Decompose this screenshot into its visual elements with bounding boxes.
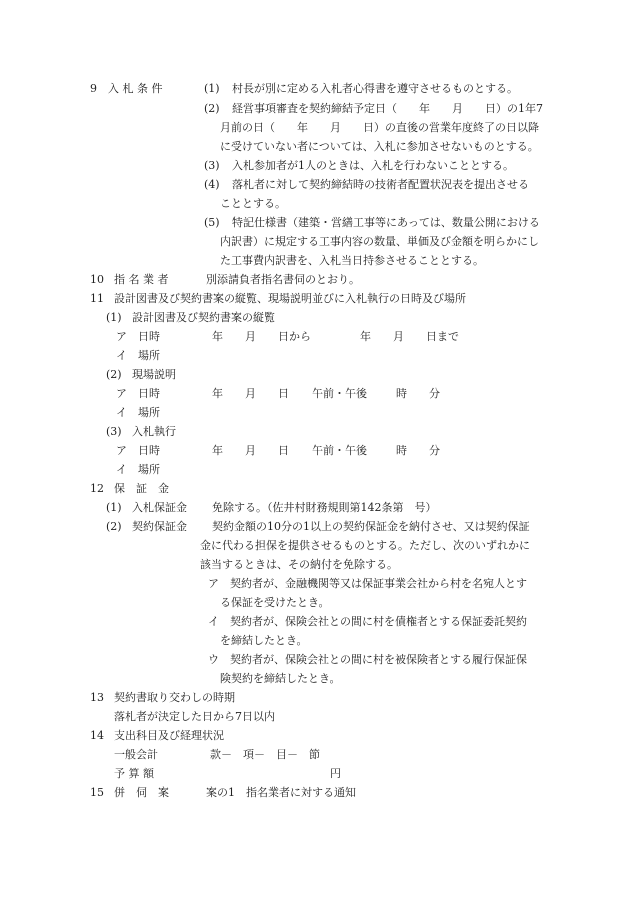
section-11-part-3-title: 入札執行: [132, 425, 176, 438]
section-9-item-4-number: (4): [204, 178, 220, 191]
section-14-account-value: 款－ 項－ 目－ 節: [210, 748, 320, 761]
section-9-title: 入 札 条 件: [108, 82, 163, 95]
section-12-part-1-title: 入札保証金: [132, 501, 187, 514]
section-9-item-2-number: (2): [204, 102, 220, 115]
section-11-part-1-datetime-label: ア 日時: [116, 330, 160, 343]
section-9-item-2-line-2: 月前の日（ 年 月 日）の直後の営業年度終了の日以降: [220, 121, 539, 134]
section-12-case-b-line-2: を締結したとき。: [220, 634, 308, 647]
section-11-part-3-date: 年 月 日: [212, 444, 289, 457]
section-11-part-1-title: 設計図書及び契約書案の縦覧: [132, 311, 275, 324]
section-11-number: 11: [90, 292, 104, 305]
section-9-item-1-text: 村長が別に定める入札者心得書を遵守させるものとする。: [232, 82, 518, 95]
section-12-part-1-number: (1): [106, 501, 122, 514]
section-10-text: 別添請負者指名書伺のとおり。: [206, 273, 360, 286]
section-10-title: 指 名 業 者: [114, 273, 169, 286]
section-9-item-2-line-1: 経営事項審査を契約締結予定日（ 年 月 日）の1年7: [232, 102, 543, 115]
section-11-part-2-title: 現場説明: [132, 368, 176, 381]
section-11-part-2-place-label: イ 場所: [116, 406, 160, 419]
section-14-account-label: 一般会計: [114, 748, 158, 761]
section-15-title: 併 伺 案: [114, 786, 169, 799]
section-9-item-4-line-1: 落札者に対して契約締結時の技術者配置状況表を提出させる: [232, 178, 529, 191]
section-9-number: 9: [90, 82, 97, 95]
section-11-part-3-ampm: 午前・午後: [312, 444, 367, 457]
section-11-part-2-date: 年 月 日: [212, 387, 289, 400]
section-11-part-1-start-date: 年 月 日から: [212, 330, 311, 343]
section-12-title: 保 証 金: [114, 482, 169, 495]
section-12-part-1-text: 免除する。（佐井村財務規則第142条第 号）: [212, 501, 437, 514]
section-11-part-2-datetime-label: ア 日時: [116, 387, 160, 400]
section-11-part-1-number: (1): [106, 311, 122, 324]
section-11-part-2-ampm: 午前・午後: [312, 387, 367, 400]
section-14-title: 支出科目及び経理状況: [114, 729, 224, 742]
section-12-case-a-line-2: る保証を受けたとき。: [220, 596, 330, 609]
section-11-part-3-datetime-label: ア 日時: [116, 444, 160, 457]
section-9-item-5-line-3: た工事費内訳書を、入札当日持参させることとする。: [220, 254, 484, 267]
section-13-number: 13: [90, 691, 104, 704]
section-13-text: 落札者が決定した日から7日以内: [114, 710, 275, 723]
section-15-text: 案の1 指名業者に対する通知: [206, 786, 356, 799]
section-9-item-1-number: (1): [204, 82, 220, 95]
section-11-part-2-number: (2): [106, 368, 122, 381]
section-9-item-3-number: (3): [204, 159, 220, 172]
section-12-number: 12: [90, 482, 104, 495]
section-11-part-1-place-label: イ 場所: [116, 349, 160, 362]
section-11-title: 設計図書及び契約書案の縦覧、現場説明並びに入札執行の日時及び場所: [114, 292, 466, 305]
section-10-number: 10: [90, 273, 104, 286]
section-12-part-2-title: 契約保証金: [132, 520, 187, 533]
section-9-item-5-line-2: 内訳書）に規定する工事内容の数量、単価及び金額を明らかにし: [220, 235, 539, 248]
section-11-part-3-place-label: イ 場所: [116, 463, 160, 476]
section-12-case-b-line-1: イ 契約者が、保険会社との間に村を債権者とする保証委託契約: [208, 615, 527, 628]
section-12-part-2-line-3: 該当するときは、その納付を免除する。: [200, 558, 398, 571]
section-11-part-1-end-date: 年 月 日まで: [360, 330, 459, 343]
section-9-item-5-line-1: 特記仕様書（建築・営繕工事等にあっては、数量公開における: [232, 216, 540, 229]
section-9-item-5-number: (5): [204, 216, 220, 229]
section-9-item-2-line-3: に受けていない者については、入札に参加させないものとする。: [220, 140, 539, 153]
section-14-budget-value: 円: [330, 767, 341, 780]
section-12-part-2-number: (2): [106, 520, 122, 533]
section-11-part-3-time: 時 分: [396, 444, 440, 457]
section-14-budget-label: 予 算 額: [114, 767, 154, 780]
section-12-case-c-line-2: 険契約を締結したとき。: [220, 672, 341, 685]
section-13-title: 契約書取り交わしの時期: [114, 691, 235, 704]
section-14-number: 14: [90, 729, 104, 742]
section-9-item-4-line-2: こととする。: [220, 197, 286, 210]
section-12-part-2-line-1: 契約金額の10分の1以上の契約保証金を納付させ、又は契約保証: [212, 520, 530, 533]
section-9-item-3-text: 入札参加者が1人のときは、入札を行わないこととする。: [232, 159, 514, 172]
section-12-case-a-line-1: ア 契約者が、金融機関等又は保証事業会社から村を名宛人とす: [208, 577, 527, 590]
section-12-part-2-line-2: 金に代わる担保を提供させるものとする。ただし、次のいずれかに: [200, 539, 530, 552]
section-11-part-3-number: (3): [106, 425, 122, 438]
section-12-case-c-line-1: ウ 契約者が、保険会社との間に村を被保険者とする履行保証保: [208, 653, 527, 666]
section-11-part-2-time: 時 分: [396, 387, 440, 400]
section-15-number: 15: [90, 786, 104, 799]
